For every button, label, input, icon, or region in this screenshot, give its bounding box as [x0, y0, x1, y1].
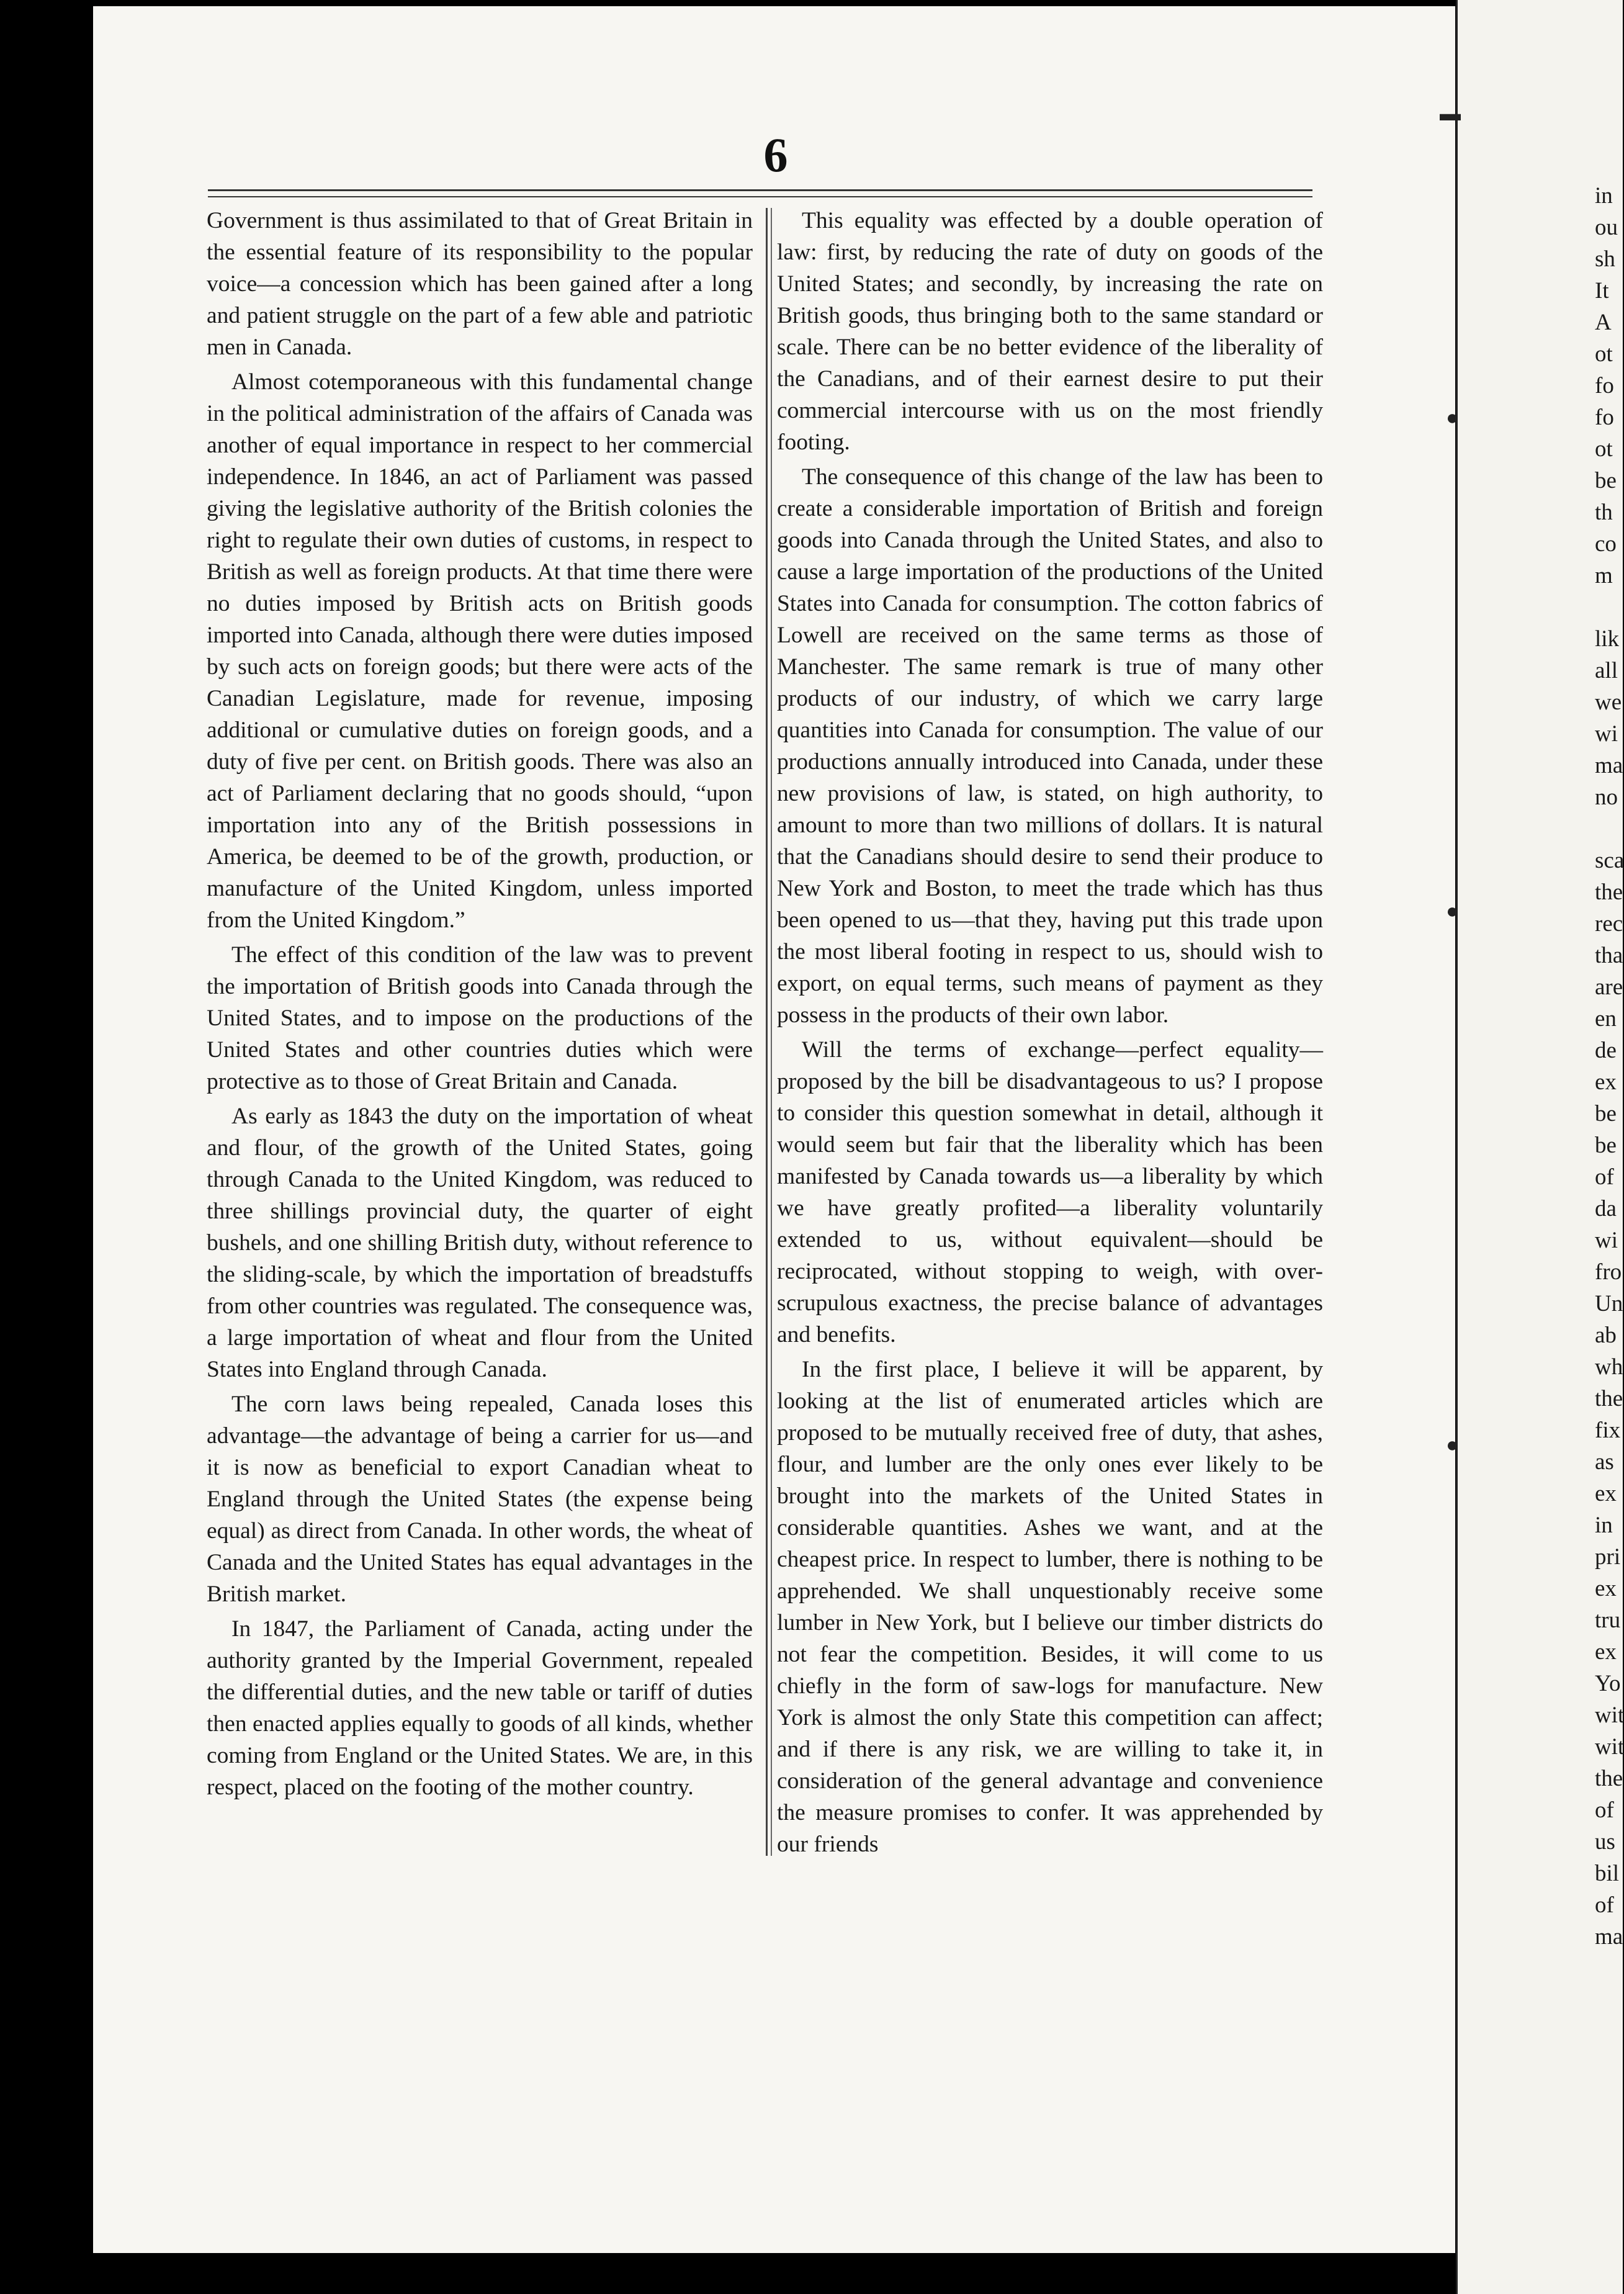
page-number: 6: [763, 128, 788, 182]
adjacent-page-line: m: [1595, 563, 1613, 588]
adjacent-page-line: us: [1595, 1829, 1615, 1855]
adjacent-page-line: tru: [1595, 1608, 1621, 1633]
paragraph: In 1847, the Parliament of Canada, acting under the authority granted by the Imperial Government, repealed the differential duties, and the new table or tariff of duties then enacted applies equally to goods of all kinds, whether coming from England or the United States. We are, in this respect, placed on the footing of the mother country.: [207, 1616, 753, 1800]
adjacent-page-line: Un: [1595, 1291, 1623, 1316]
adjacent-page-line: [1595, 591, 1621, 623]
paragraph: Government is thus assimilated to that of Great Britain in the essential feature of its responsibility to the popular voice—a concession which has been gained after a long and patient struggle on the part of a few able and patriotic men in Canada.: [207, 208, 753, 360]
adjacent-page-line: ex: [1595, 1639, 1617, 1665]
adjacent-page-line: de: [1595, 1038, 1617, 1063]
adjacent-page-line: co: [1595, 531, 1617, 557]
adjacent-page-line: ex: [1595, 1576, 1617, 1601]
adjacent-page-line: fo: [1595, 405, 1614, 430]
adjacent-page-line: be: [1595, 1101, 1617, 1127]
binding-mark: ●: [1446, 900, 1459, 923]
adjacent-page-line: da: [1595, 1196, 1617, 1221]
adjacent-page-line: sh: [1595, 246, 1615, 272]
adjacent-page-line: wh: [1595, 1354, 1623, 1380]
adjacent-page-line: fro: [1595, 1259, 1622, 1285]
adjacent-page-line: the: [1595, 1386, 1623, 1411]
adjacent-page-text: [1595, 180, 1624, 1953]
right-column: [777, 205, 1323, 1863]
adjacent-page-line: en: [1595, 1006, 1617, 1032]
paragraph: Almost cotemporaneous with this fundamental change in the political administration of the affairs of Canada was another of equal importance in respect to her commercial independence. In 1846, an act of Parliament was passed giving the legislative authority of the British colonies the right to regulate their own duties of customs, in respect to British as well as foreign products. At that time there were no duties imposed by British acts on British goods imported into Canada, although there were duties imposed by such acts on foreign goods; but there were acts of the Canadian Legislature, made for revenue, imposing additional or cumulative duties on foreign goods, and a duty of five per cent. on British goods. There was also an act of Parliament declaring that no goods should, “upon importation into any of the British possessions in America, be deemed to be of the growth, production, or manufacture of the United Kingdom, unless imported from the United Kingdom.”: [207, 369, 753, 933]
adjacent-page-line: in: [1595, 183, 1613, 209]
header-rule-top: [208, 189, 1312, 191]
paragraph: Will the terms of exchange—perfect equality—proposed by the bill be disadvantageous to us? I propose to consider this question somewhat in detail, although it would seem but fair that the liberality which has been manifested by Canada towards us—a liberality by which we have greatly profited—a liberality voluntarily extended to us, without equivalent—should be reciprocated, without stopping to weigh, with over-scrupulous exactness, the precise balance of advantages and benefits.: [777, 1037, 1323, 1347]
adjacent-page-line: tha: [1595, 943, 1623, 968]
header-rule-bottom: [208, 196, 1312, 197]
paragraph: As early as 1843 the duty on the importation of wheat and flour, of the growth of the United States, going through Canada to the United Kingdom, was reduced to three shillings provincial duty, the quarter of eight bushels, and one shilling British duty, without reference to the sliding-scale, by which the importation of breadstuffs from other countries was regulated. The consequence was, a large importation of wheat and flour from the United States into England through Canada.: [207, 1104, 753, 1382]
adjacent-page-line: in: [1595, 1513, 1613, 1538]
adjacent-page-line: fix: [1595, 1418, 1621, 1443]
adjacent-page-line: ot: [1595, 436, 1613, 462]
paragraph: The corn laws being repealed, Canada loses this advantage—the advantage of being a carrier for us—and it is now as beneficial to export Canadian wheat to England through the United States (the expense being equal) as direct from Canada. In other words, the wheat of Canada and the United States has equal advantages in the British market.: [207, 1392, 753, 1607]
adjacent-page-line: all: [1595, 658, 1618, 683]
adjacent-page-line: no: [1595, 785, 1618, 810]
adjacent-page-line: It: [1595, 278, 1609, 304]
binding-mark: ●: [1446, 1434, 1459, 1457]
adjacent-page-line: ot: [1595, 341, 1613, 367]
adjacent-page-line: we: [1595, 690, 1622, 715]
adjacent-page-line: ma: [1595, 753, 1623, 778]
adjacent-page-line: ex: [1595, 1069, 1617, 1095]
adjacent-page-line: wit: [1595, 1703, 1624, 1728]
paragraph: The consequence of this change of the law has been to create a considerable importation of British and foreign goods into Canada through the United States, and also to cause a large importation of the productions of the United States into Canada for consumption. The cotton fabrics of Lowell are received on the same terms as those of Manchester. The same remark is true of many other products of our industry, of which we carry large quantities into Canada for consumption. The value of our productions annually introduced into Canada, under these new provisions of law, is stated, on high authority, to amount to more than two millions of dollars. It is natural that the Canadians should desire to send their produce to New York and Boston, to meet the trade which has thus been opened to us—that they, having put this trade upon the most liberal footing in respect to us, should wish to export, on equal terms, such means of payment as they possess in the products of their own labor.: [777, 464, 1323, 1028]
left-column: [207, 205, 753, 1806]
adjacent-page-line: the: [1595, 879, 1623, 905]
adjacent-page-line: bil: [1595, 1861, 1620, 1886]
adjacent-page-line: ab: [1595, 1323, 1617, 1348]
binding-mark: ●: [1446, 407, 1459, 430]
adjacent-page-line: A: [1595, 310, 1612, 335]
adjacent-page-line: the: [1595, 1766, 1623, 1791]
adjacent-page-line: lik: [1595, 626, 1620, 652]
paragraph: In the first place, I believe it will be apparent, by looking at the list of enumerated articles which are proposed to be mutually received free of duty, that ashes, flour, and lumber are the only ones ever likely to be brought into the markets of the United States in considerable quantities. Ashes we want, and at the cheapest price. In respect to lumber, there is nothing to be apprehended. We shall unquestionably receive some lumber in New York, but I believe our timber districts do not fear the competition. Besides, it will come to us chiefly in the form of saw-logs for manufacture. New York is almost the only State this competition can affect; and if there is any risk, we are willing to take it, in consideration of the general advantage and convenience the measure promises to confer. It was apprehended by our friends: [777, 1357, 1323, 1857]
adjacent-page-line: sca: [1595, 848, 1624, 873]
adjacent-page-line: th: [1595, 500, 1613, 525]
column-divider: [766, 208, 768, 1856]
adjacent-page-line: of: [1595, 1797, 1614, 1823]
binding-mark: ▬: [1440, 102, 1461, 125]
adjacent-page-line: pri: [1595, 1544, 1621, 1570]
paragraph: The effect of this condition of the law was to prevent the importation of British goods into Canada through the United States, and to impose on the productions of the United States and other countries duties which were protective as to those of Great Britain and Canada.: [207, 942, 753, 1094]
adjacent-page-line: ex: [1595, 1481, 1617, 1506]
adjacent-page-line: of: [1595, 1892, 1614, 1918]
adjacent-page-line: Yo: [1595, 1671, 1621, 1696]
adjacent-page-line: ma: [1595, 1924, 1623, 1950]
adjacent-page-line: fo: [1595, 373, 1614, 398]
adjacent-page-line: are: [1595, 974, 1623, 1000]
adjacent-page-line: ou: [1595, 215, 1618, 240]
adjacent-page-line: as: [1595, 1449, 1614, 1475]
paragraph: This equality was effected by a double operation of law: first, by reducing the rate of duty on goods of the United States; and secondly, by increasing the rate on British goods, thus bringing both to the same standard or scale. There can be no better evidence of the liberality of the Canadians, and of their earnest desire to put their commercial intercourse with us on the most friendly footing.: [777, 208, 1323, 455]
adjacent-page-line: rec: [1595, 911, 1623, 937]
column-divider-secondary: [771, 208, 772, 1856]
adjacent-page-line: be: [1595, 1133, 1617, 1158]
adjacent-page-line: be: [1595, 468, 1617, 493]
adjacent-page-line: wit: [1595, 1734, 1624, 1760]
adjacent-page-line: wi: [1595, 721, 1618, 747]
adjacent-page-line: [1595, 813, 1621, 845]
adjacent-page-line: of: [1595, 1164, 1614, 1190]
adjacent-page-line: wi: [1595, 1228, 1618, 1253]
